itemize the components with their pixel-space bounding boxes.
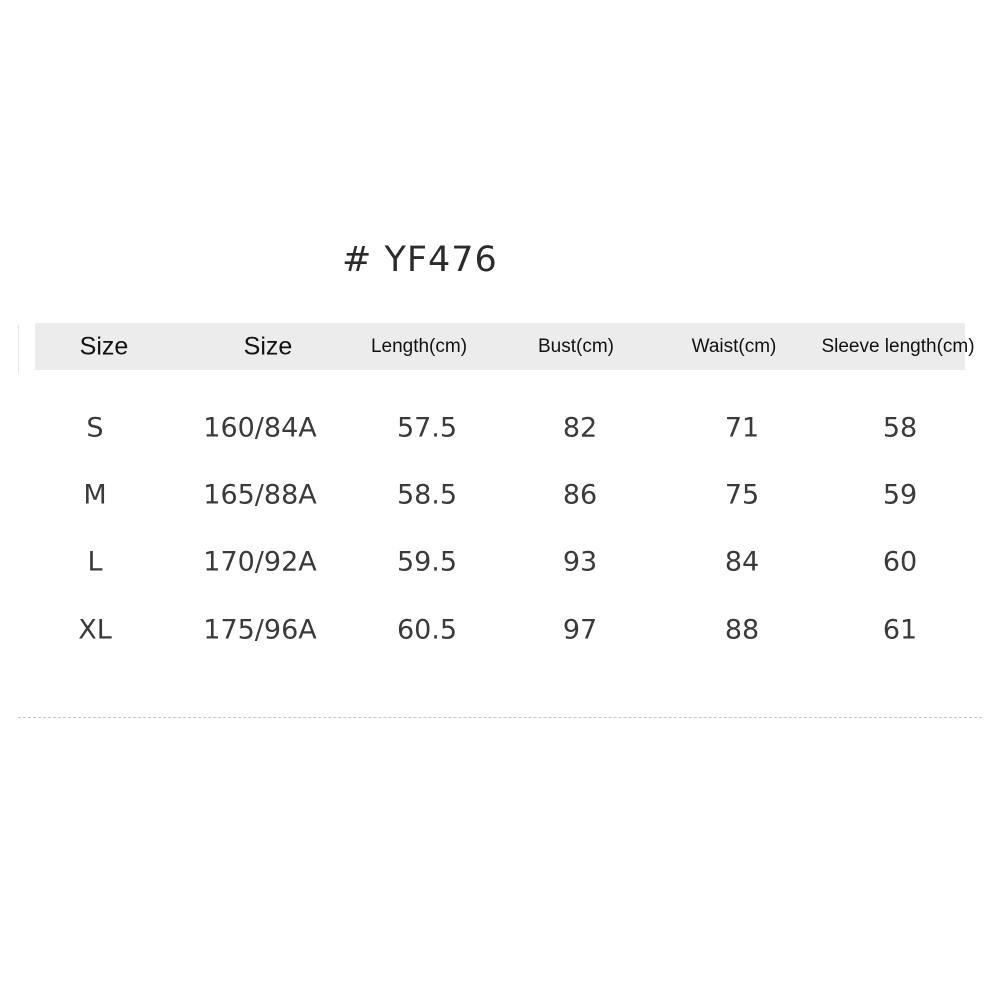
- cell-length: 59.5: [396, 546, 458, 578]
- cell-sleeve-length: 61: [882, 614, 918, 646]
- cell-waist: 84: [724, 546, 760, 578]
- header-waist: Waist(cm): [691, 336, 777, 357]
- cell-size-code: 165/88A: [203, 479, 317, 511]
- header-size-letter: Size: [79, 332, 129, 361]
- cell-size-code: 175/96A: [203, 614, 317, 646]
- cell-length: 60.5: [396, 614, 458, 646]
- cell-bust: 82: [562, 412, 598, 444]
- cell-size-letter: XL: [78, 614, 112, 646]
- cell-bust: 93: [562, 546, 598, 578]
- header-bust: Bust(cm): [538, 336, 614, 357]
- cell-size-letter: M: [83, 479, 107, 511]
- cell-length: 58.5: [396, 479, 458, 511]
- header-size-code: Size: [243, 332, 293, 361]
- cell-sleeve-length: 60: [882, 546, 918, 578]
- left-edge-line: [18, 325, 19, 373]
- cell-length: 57.5: [396, 412, 458, 444]
- cell-size-code: 170/92A: [203, 546, 317, 578]
- cell-size-letter: L: [87, 546, 103, 578]
- product-code-title: # YF476: [342, 240, 498, 280]
- cell-size-code: 160/84A: [203, 412, 317, 444]
- cell-sleeve-length: 59: [882, 479, 918, 511]
- cell-waist: 75: [724, 479, 760, 511]
- dashed-divider: [18, 717, 982, 718]
- header-sleeve-length: Sleeve length(cm): [821, 336, 975, 357]
- cell-size-letter: S: [86, 412, 104, 444]
- cell-bust: 97: [562, 614, 598, 646]
- cell-waist: 71: [724, 412, 760, 444]
- header-length: Length(cm): [370, 336, 468, 357]
- cell-sleeve-length: 58: [882, 412, 918, 444]
- cell-waist: 88: [724, 614, 760, 646]
- cell-bust: 86: [562, 479, 598, 511]
